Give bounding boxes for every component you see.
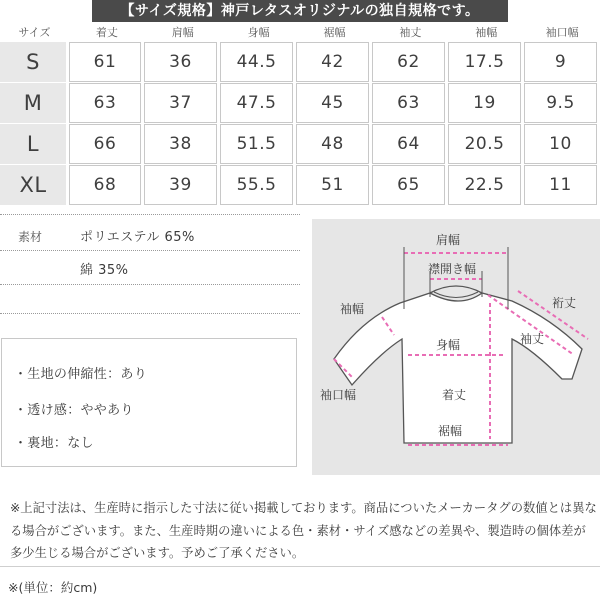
header-size: サイズ xyxy=(18,26,51,39)
value-cell: 45 xyxy=(296,83,369,123)
label-sleeve-width: 袖幅 xyxy=(340,302,365,316)
value-cell: 10 xyxy=(524,124,597,164)
value-cell: 48 xyxy=(296,124,369,164)
material-polyester: ポリエステル 65% xyxy=(80,230,195,245)
size-spec-banner: 【サイズ規格】神戸レタスオリジナルの独自規格です。 xyxy=(92,0,508,22)
value-cell: 17.5 xyxy=(448,42,521,82)
value-cell: 65 xyxy=(372,165,445,205)
size-table-header xyxy=(0,25,600,41)
label-length: 着丈 xyxy=(442,388,467,402)
value-cell: 20.5 xyxy=(448,124,521,164)
value-cell: 9.5 xyxy=(524,83,597,123)
neckline xyxy=(430,286,482,293)
divider xyxy=(0,250,300,251)
value-cell: 42 xyxy=(296,42,369,82)
divider xyxy=(0,313,300,314)
value-cell: 19 xyxy=(448,83,521,123)
value-cell: 51.5 xyxy=(220,124,293,164)
table-row xyxy=(0,165,600,205)
header-body-width: 身幅 xyxy=(247,26,270,39)
header-shoulder: 肩幅 xyxy=(171,26,194,39)
stretch-property: ・生地の伸縮性：あり xyxy=(14,367,148,382)
value-cell: 38 xyxy=(144,124,217,164)
label-body-width: 身幅 xyxy=(436,338,461,352)
value-cell: 39 xyxy=(144,165,217,205)
table-row xyxy=(0,83,600,123)
sheerness-property: ・透け感：ややあり xyxy=(14,403,134,418)
header-sleeve-length: 袖丈 xyxy=(399,26,422,39)
label-sleeve-length: 袖丈 xyxy=(520,332,545,346)
label-outer-sleeve: 裄丈 xyxy=(552,296,577,310)
value-cell: 9 xyxy=(524,42,597,82)
divider xyxy=(0,566,600,567)
divider xyxy=(0,284,300,285)
garment-outline xyxy=(334,293,582,443)
measurement-diagram xyxy=(312,219,600,475)
value-cell: 63 xyxy=(372,83,445,123)
unit-note: ※(単位：約cm) xyxy=(8,580,98,595)
value-cell: 47.5 xyxy=(220,83,293,123)
value-cell: 51 xyxy=(296,165,369,205)
value-cell: 22.5 xyxy=(448,165,521,205)
value-cell: 63 xyxy=(69,83,141,123)
size-cell: S xyxy=(0,42,66,82)
value-cell: 68 xyxy=(69,165,141,205)
header-hem-width: 裾幅 xyxy=(323,26,346,39)
value-cell: 55.5 xyxy=(220,165,293,205)
value-cell: 36 xyxy=(144,42,217,82)
value-cell: 64 xyxy=(372,124,445,164)
garment-diagram-svg xyxy=(312,219,600,475)
label-shoulder: 肩幅 xyxy=(436,233,461,247)
label-hem: 裾幅 xyxy=(438,424,463,438)
value-cell: 11 xyxy=(524,165,597,205)
size-cell: M xyxy=(0,83,66,123)
size-cell: L xyxy=(0,124,66,164)
header-cuff-width: 袖口幅 xyxy=(545,26,579,39)
material-cotton: 綿 35% xyxy=(80,263,129,278)
neckline-inner xyxy=(434,292,478,298)
label-cuff: 袖口幅 xyxy=(320,388,357,402)
label-neck: 襟開き幅 xyxy=(428,262,477,276)
size-table xyxy=(0,25,600,205)
table-row xyxy=(0,42,600,82)
value-cell: 61 xyxy=(69,42,141,82)
header-length: 着丈 xyxy=(95,26,118,39)
divider xyxy=(0,214,300,215)
value-cell: 66 xyxy=(69,124,141,164)
size-cell: XL xyxy=(0,165,66,205)
value-cell: 44.5 xyxy=(220,42,293,82)
disclaimer-note: ※上記寸法は、生産時に指示した寸法に従い掲載しております。商品についたメーカータグの数値とは異なる場合がございます。また、生産時期の違いによる色・素材・サイズ感などの差異や、製造時の個体差が多少生じる場合がございます。予めご了承ください。 xyxy=(10,501,597,560)
table-row xyxy=(0,124,600,164)
fabric-properties-box xyxy=(1,338,297,467)
value-cell: 37 xyxy=(144,83,217,123)
material-label: 素材 xyxy=(18,230,43,244)
header-sleeve-width: 袖幅 xyxy=(475,26,498,39)
lining-property: ・裏地：なし xyxy=(14,436,94,451)
value-cell: 62 xyxy=(372,42,445,82)
